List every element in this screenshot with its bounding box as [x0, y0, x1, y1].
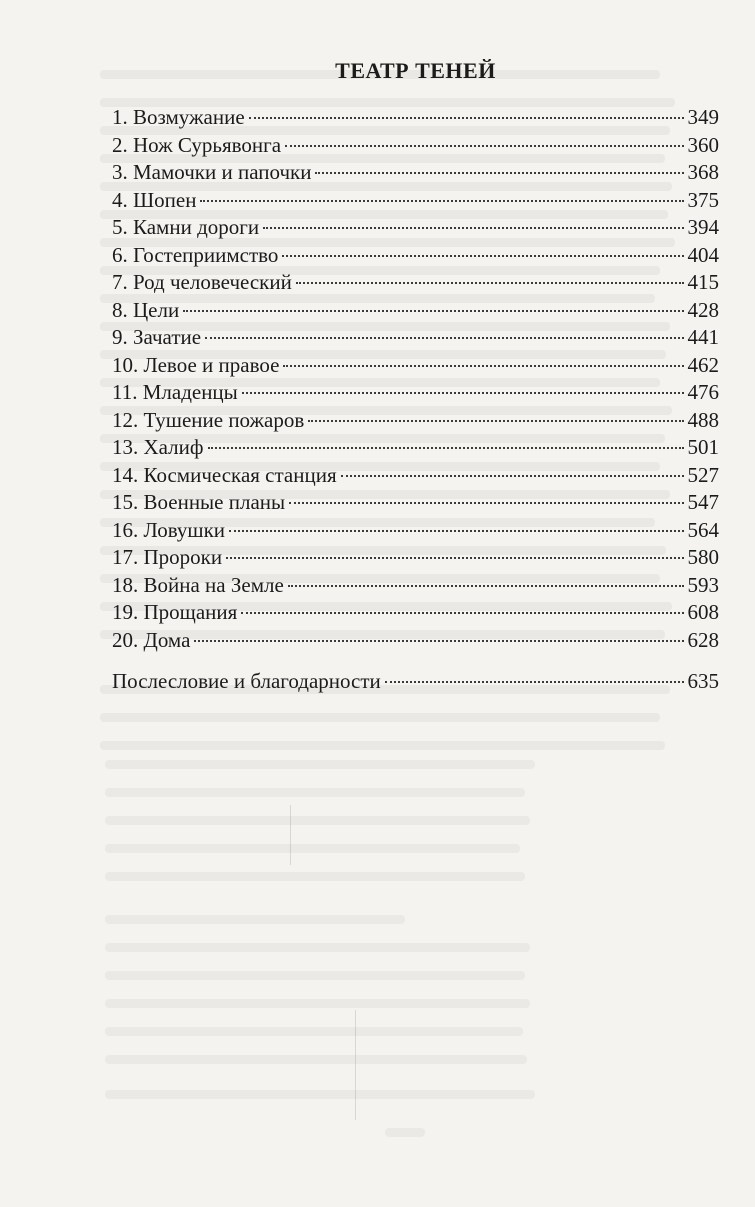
- toc-entry-label: 15. Военные планы: [112, 490, 286, 514]
- toc-entry: [112, 187, 719, 215]
- toc-entry-label: 4. Шопен: [112, 187, 197, 212]
- toc-entry-page: 462: [687, 352, 719, 377]
- toc-entry: [112, 407, 719, 435]
- toc-entry: [112, 434, 719, 462]
- toc-entry: [112, 668, 719, 696]
- toc-entry-page: 501: [687, 435, 719, 459]
- toc-entry-page: 580: [687, 545, 719, 569]
- dot-leader: [308, 420, 683, 422]
- toc-entry-label: Послесловие и благодарности: [112, 669, 381, 693]
- dot-leader: [229, 530, 683, 532]
- toc-entry: [112, 297, 719, 325]
- toc-entry-page: 628: [687, 627, 719, 652]
- toc-entry-page: 349: [687, 105, 719, 129]
- dot-leader: [249, 117, 684, 119]
- toc-entry-page: 368: [687, 160, 719, 184]
- toc-entry-page: 441: [687, 325, 719, 349]
- toc-entry-page: 608: [687, 600, 719, 624]
- toc-entry-label: 8. Цели: [112, 297, 180, 322]
- dot-leader: [208, 447, 684, 449]
- toc-entry-page: 527: [687, 462, 719, 487]
- dot-leader: [282, 255, 683, 257]
- toc-entry-page: 404: [687, 242, 719, 267]
- dot-leader: [285, 145, 683, 147]
- toc-entry-page: 415: [687, 270, 719, 294]
- dot-leader: [385, 681, 684, 683]
- toc-entry-page: 488: [687, 407, 719, 432]
- toc-entry-page: 476: [687, 380, 719, 404]
- dot-leader: [283, 365, 683, 367]
- toc-entry: [112, 489, 719, 517]
- dot-leader: [289, 502, 683, 504]
- dot-leader: [226, 557, 683, 559]
- dot-leader: [194, 640, 683, 642]
- toc-list: [112, 104, 719, 696]
- dot-leader: [296, 282, 684, 284]
- dot-leader: [263, 227, 683, 229]
- toc-entry: [112, 132, 719, 160]
- toc-entry-page: 547: [687, 490, 719, 514]
- toc-entry-label: 1. Возмужание: [112, 105, 245, 129]
- toc-entry-page: 593: [687, 572, 719, 597]
- toc-entry-label: 6. Гостеприимство: [112, 242, 279, 267]
- toc-page: [112, 56, 719, 696]
- dot-leader: [205, 337, 683, 339]
- toc-entry: [112, 462, 719, 490]
- dot-leader: [183, 310, 683, 312]
- toc-entry-label: 17. Пророки: [112, 545, 223, 569]
- toc-entry: [112, 214, 719, 242]
- toc-entry: [112, 599, 719, 627]
- toc-entry-label: 18. Война на Земле: [112, 572, 284, 597]
- toc-entry: [112, 379, 719, 407]
- toc-entry: [112, 352, 719, 380]
- toc-entry-page: 635: [687, 669, 719, 693]
- toc-entry: [112, 269, 719, 297]
- toc-entry-page: 428: [687, 297, 719, 322]
- toc-entry: [112, 517, 719, 545]
- toc-entry-label: 5. Камни дороги: [112, 215, 260, 239]
- toc-entry: [112, 544, 719, 572]
- toc-entry-label: 7. Род человеческий: [112, 270, 292, 294]
- dot-leader: [242, 392, 684, 394]
- toc-entry-label: 19. Прощания: [112, 600, 238, 624]
- toc-entry-page: 394: [687, 215, 719, 239]
- toc-entry-label: 12. Тушение пожаров: [112, 407, 305, 432]
- toc-entry-label: 13. Халиф: [112, 435, 204, 459]
- toc-entry-label: 16. Ловушки: [112, 517, 226, 542]
- toc-entry-label: 3. Мамочки и папочки: [112, 160, 312, 184]
- toc-entry: [112, 324, 719, 352]
- toc-entry: [112, 242, 719, 270]
- dot-leader: [241, 612, 683, 614]
- toc-entry-label: 20. Дома: [112, 627, 191, 652]
- toc-entry-page: 564: [687, 517, 719, 542]
- toc-entry: [112, 627, 719, 655]
- toc-entry-label: 10. Левое и правое: [112, 352, 280, 377]
- dot-leader: [315, 172, 683, 174]
- toc-entry-label: 2. Нож Сурьявонга: [112, 132, 282, 157]
- toc-title: ТЕАТР ТЕНЕЙ: [335, 58, 496, 83]
- toc-entry-page: 375: [687, 187, 719, 212]
- toc-entry-label: 14. Космическая станция: [112, 462, 337, 487]
- toc-entry-page: 360: [687, 132, 719, 157]
- dot-leader: [288, 585, 684, 587]
- toc-entry-label: 11. Младенцы: [112, 380, 238, 404]
- toc-entry-label: 9. Зачатие: [112, 325, 202, 349]
- toc-entry: [112, 159, 719, 187]
- toc-entry: [112, 104, 719, 132]
- toc-entry: [112, 572, 719, 600]
- dot-leader: [341, 475, 684, 477]
- dot-leader: [200, 200, 683, 202]
